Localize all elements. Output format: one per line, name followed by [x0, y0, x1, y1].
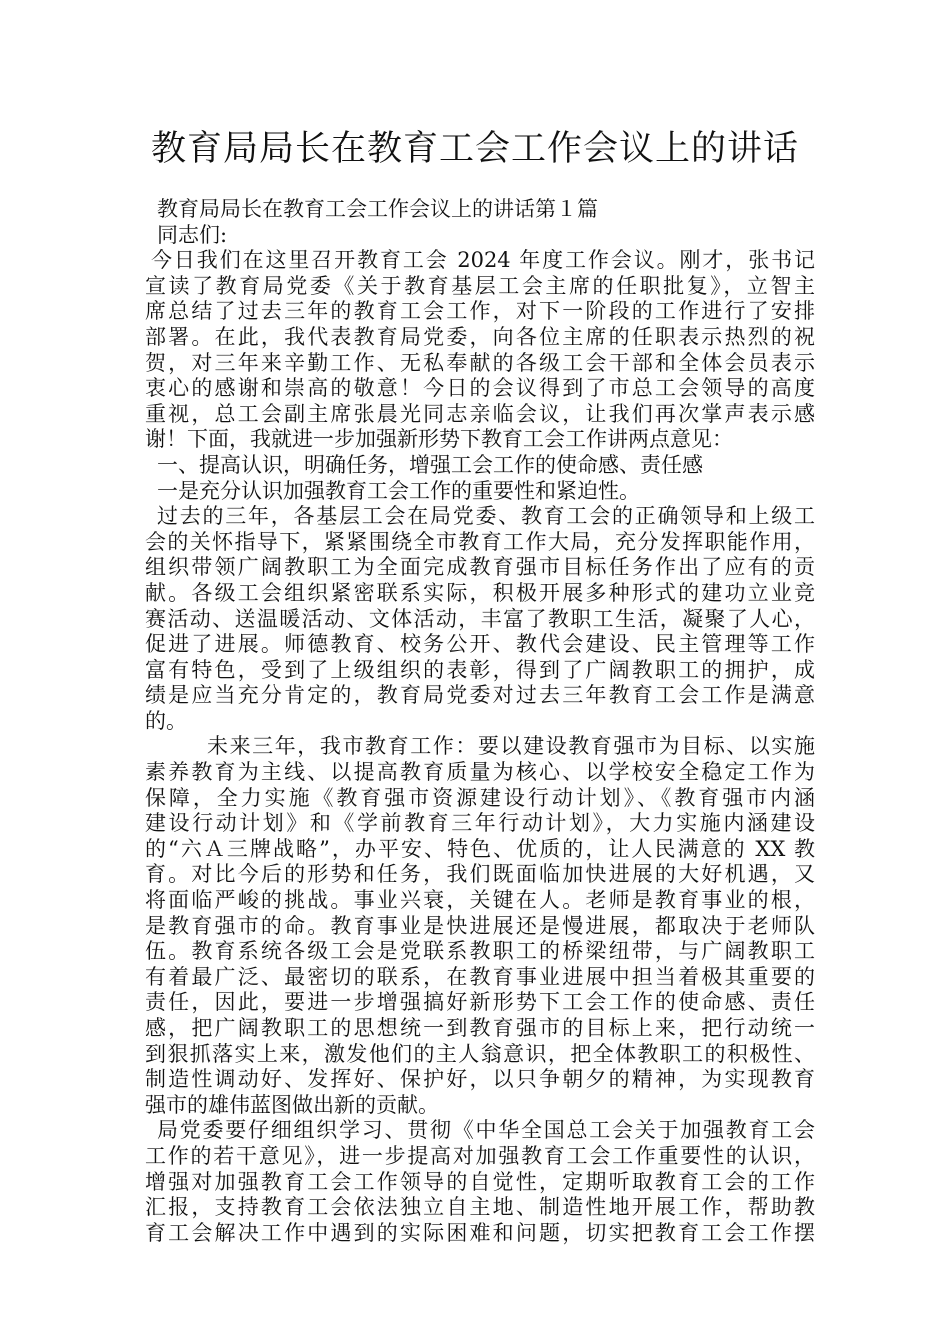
text-line: 的。 [145, 708, 187, 733]
text-line: 素养教育为主线、以提高教育质量为核心、以学校安全稳定工作为 [145, 760, 815, 785]
text-line: 汇报，支持教育工会依法独立自主地、制造性地开展工作，帮助教 [145, 1195, 815, 1220]
text-line: 是教育强市的命。教育事业是快进展还是慢进展，都取决于老师队 [145, 913, 815, 938]
text-line: 促进了进展。师德教育、校务公开、教代会建设、民主管理等工作 [145, 632, 815, 657]
text-line: 未来三年，我市教育工作：要以建设教育强市为目标、以实施 [207, 734, 815, 759]
text-line: 部署。在此，我代表教育局党委，向各位主席的任职表示热烈的祝 [145, 324, 815, 349]
text-line: 增强对加强教育工会工作领导的自觉性，定期听取教育工会的工作 [145, 1169, 815, 1194]
text-line: 赛活动、送温暖活动、文体活动，丰富了教职工生活，凝聚了人心， [145, 606, 815, 631]
text-line: 会的关怀指导下，紧紧围绕全市教育工作大局，充分发挥职能作用， [145, 529, 815, 554]
text-line: 保障，全力实施《教育强市资源建设行动计划》、《教育强市内涵 [145, 785, 815, 810]
text-line: 谢！下面，我就进一步加强新形势下教育工会工作讲两点意见： [145, 427, 733, 452]
text-line: 制造性调动好、发挥好、保护好，以只争朝夕的精神，为实现教育 [145, 1067, 815, 1092]
text-line: 感，把广阔教职工的思想统一到教育强市的目标上来，把行动统一 [145, 1016, 815, 1040]
text-line: 局党委要仔细组织学习、贯彻《中华全国总工会关于加强教育工会 [157, 1118, 815, 1143]
text-line: 宣读了教育局党委《关于教育基层工会主席的任职批复》，立智主 [145, 273, 815, 298]
text-line: 建设行动计划》和《学前教育三年行动计划》，大力实施内涵建设 [145, 811, 815, 836]
text-line: 将面临严峻的挑战。事业兴衰，关键在人。老师是教育事业的根， [145, 888, 815, 913]
text-line: 有着最广泛、最密切的联系，在教育事业进展中担当着极其重要的 [145, 964, 815, 989]
text-line: 过去的三年，各基层工会在局党委、教育工会的正确领导和上级工 [157, 504, 815, 529]
text-line: 富有特色，受到了上级组织的表彰，得到了广阔教职工的拥护，成 [145, 657, 815, 682]
text-line: 贺，对三年来辛勤工作、无私奉献的各级工会干部和全体会员表示 [145, 350, 815, 375]
text-line: 育。对比今后的形势和任务，我们既面临加快进展的大好机遇，又 [145, 862, 815, 887]
text-line: 伍。教育系统各级工会是党联系教职工的桥梁纽带，与广阔教职工 [145, 939, 815, 964]
text-line: 的“六Ａ三牌战略”，办平安、特色、优质的，让人民满意的 XX 教 [145, 836, 815, 861]
text-line: 责任，因此，要进一步增强搞好新形势下工会工作的使命感、责任 [145, 990, 815, 1015]
document-body [145, 197, 815, 1246]
text-line: 一、提高认识，明确任务，增强工会工作的使命感、责任感 [157, 452, 703, 477]
text-line: 强市的雄伟蓝图做出新的贡献。 [145, 1092, 439, 1117]
text-line: 到狠抓落实上来，激发他们的主人翁意识，把全体教职工的积极性、 [145, 1041, 815, 1066]
text-line: 一是充分认识加强教育工会工作的重要性和紧迫性。 [157, 478, 640, 503]
text-line: 教育局局长在教育工会工作会议上的讲话第１篇 [157, 197, 598, 221]
text-line: 席总结了过去三年的教育工会工作，对下一阶段的工作进行了安排 [145, 299, 815, 324]
text-line: 同志们: [157, 222, 228, 247]
document-title: 教育局局长在教育工会工作会议上的讲话 [150, 129, 799, 169]
text-line: 组织带领广阔教职工为全面完成教育强市目标任务作出了应有的贡 [145, 555, 815, 580]
text-line: 工作的若干意见》，进一步提高对加强教育工会工作重要性的认识， [145, 1143, 815, 1168]
text-line: 绩是应当充分肯定的，教育局党委对过去三年教育工会工作是满意 [145, 683, 815, 708]
text-line: 献。各级工会组织紧密联系实际，积极开展多种形式的建功立业竞 [145, 580, 815, 605]
text-line: 重视，总工会副主席张晨光同志亲临会议，让我们再次掌声表示感 [145, 401, 815, 426]
text-line: 今日我们在这里召开教育工会 2024 年度工作会议。刚才，张书记 [151, 248, 815, 273]
text-line: 育工会解决工作中遇到的实际困难和问题，切实把教育工会工作摆 [145, 1220, 815, 1245]
text-line: 衷心的感谢和崇高的敬意！今日的会议得到了市总工会领导的高度 [145, 376, 815, 401]
